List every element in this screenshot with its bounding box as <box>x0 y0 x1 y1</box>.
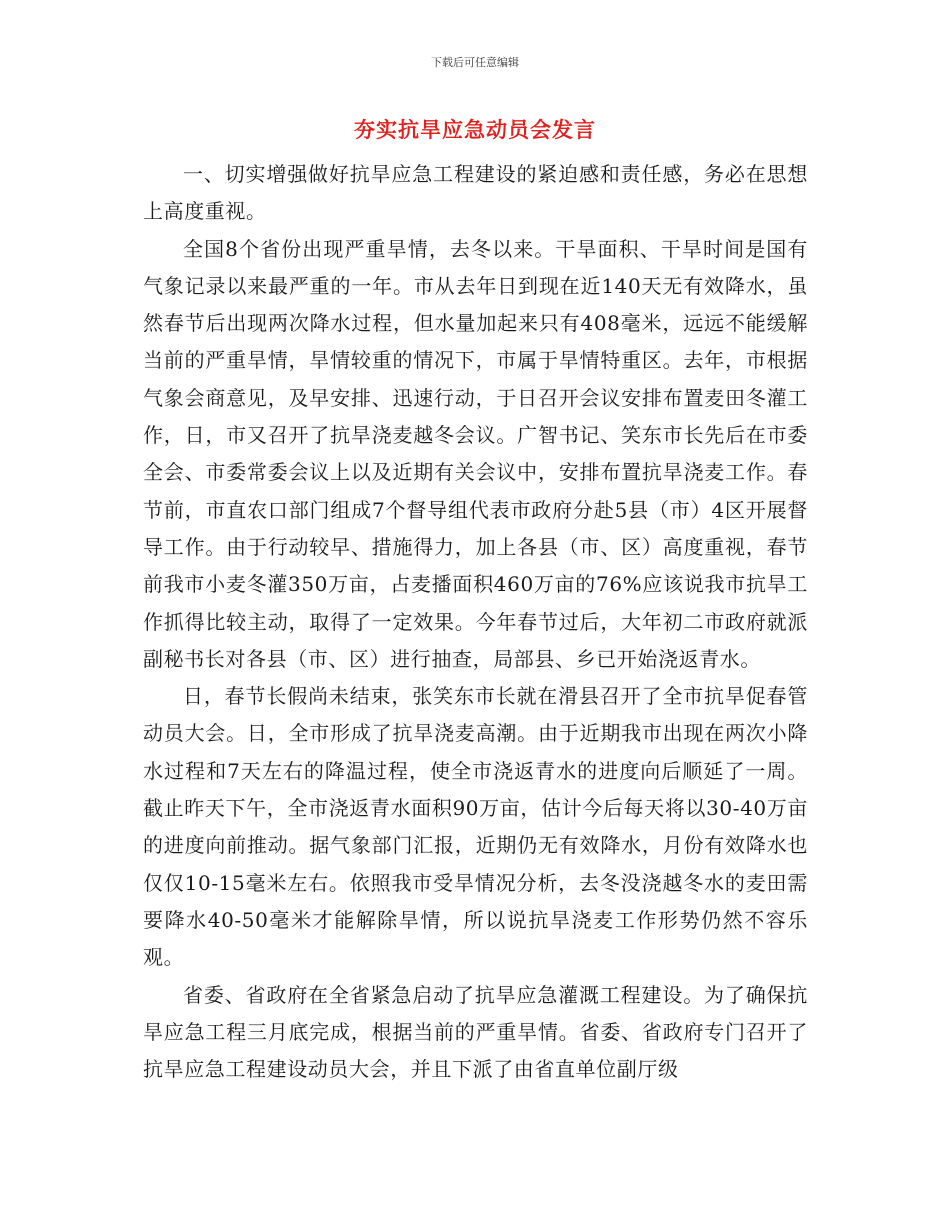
header-note: 下载后可任意编辑 <box>431 56 519 69</box>
paragraph-4: 省委、省政府在全省紧急启动了抗旱应急灌溉工程建设。为了确保抗旱应急工程三月底完成，根据当前的严重旱情。省委、省政府专门召开了抗旱应急工程建设动员大会，并且下派了由省直单位副厅级 <box>143 982 808 1082</box>
paragraph-3: 日，春节长假尚未结束，张笑东市长就在滑县召开了全市抗旱促春管动员大会。日，全市形成了抗旱浇麦高潮。由于近期我市出现在两次小降水过程和7天左右的降温过程，使全市浇返青水的进度向后顺延了一周。截止昨天下午，全市浇返青水面积90万亩，估计今后每天将以30-40万亩的进度向前推动。据气象部门汇报，近期仍无有效降水，月份有效降水也仅仅10-15毫米左右。依照我市受旱情况分析，去冬没浇越冬水的麦田需要降水40-50毫米才能解除旱情，所以说抗旱浇麦工作形势仍然不容乐观。 <box>143 684 808 970</box>
paragraph-1: 一、切实增强做好抗旱应急工程建设的紧迫感和责任感，务必在思想上高度重视。 <box>143 162 808 224</box>
document-title: 夯实抗旱应急动员会发言 <box>354 118 596 142</box>
paragraph-2: 全国8个省份出现严重旱情，去冬以来。干旱面积、干旱时间是国有气象记录以来最严重的一年。市从去年日到现在近140天无有效降水，虽然春节后出现两次降水过程，但水量加起来只有408毫米，远远不能缓解当前的严重旱情，旱情较重的情况下，市属于旱情特重区。去年，市根据气象会商意见，及早安排、迅速行动，于日召开会议安排布置麦田冬灌工作，日，市又召开了抗旱浇麦越冬会议。广智书记、笑东市长先后在市委全会、市委常委会议上以及近期有关会议中，安排布置抗旱浇麦工作。春节前，市直农口部门组成7个督导组代表市政府分赴5县（市）4区开展督导工作。由于行动较早、措施得力，加上各县（市、区）高度重视，春节前我市小麦冬灌350万亩，占麦播面积460万亩的76%应该说我市抗旱工作抓得比较主动，取得了一定效果。今年春节过后，大年初二市政府就派副秘书长对各县（市、区）进行抽查，局部县、乡已开始浇返青水。 <box>143 236 808 671</box>
document-body <box>143 156 808 1088</box>
